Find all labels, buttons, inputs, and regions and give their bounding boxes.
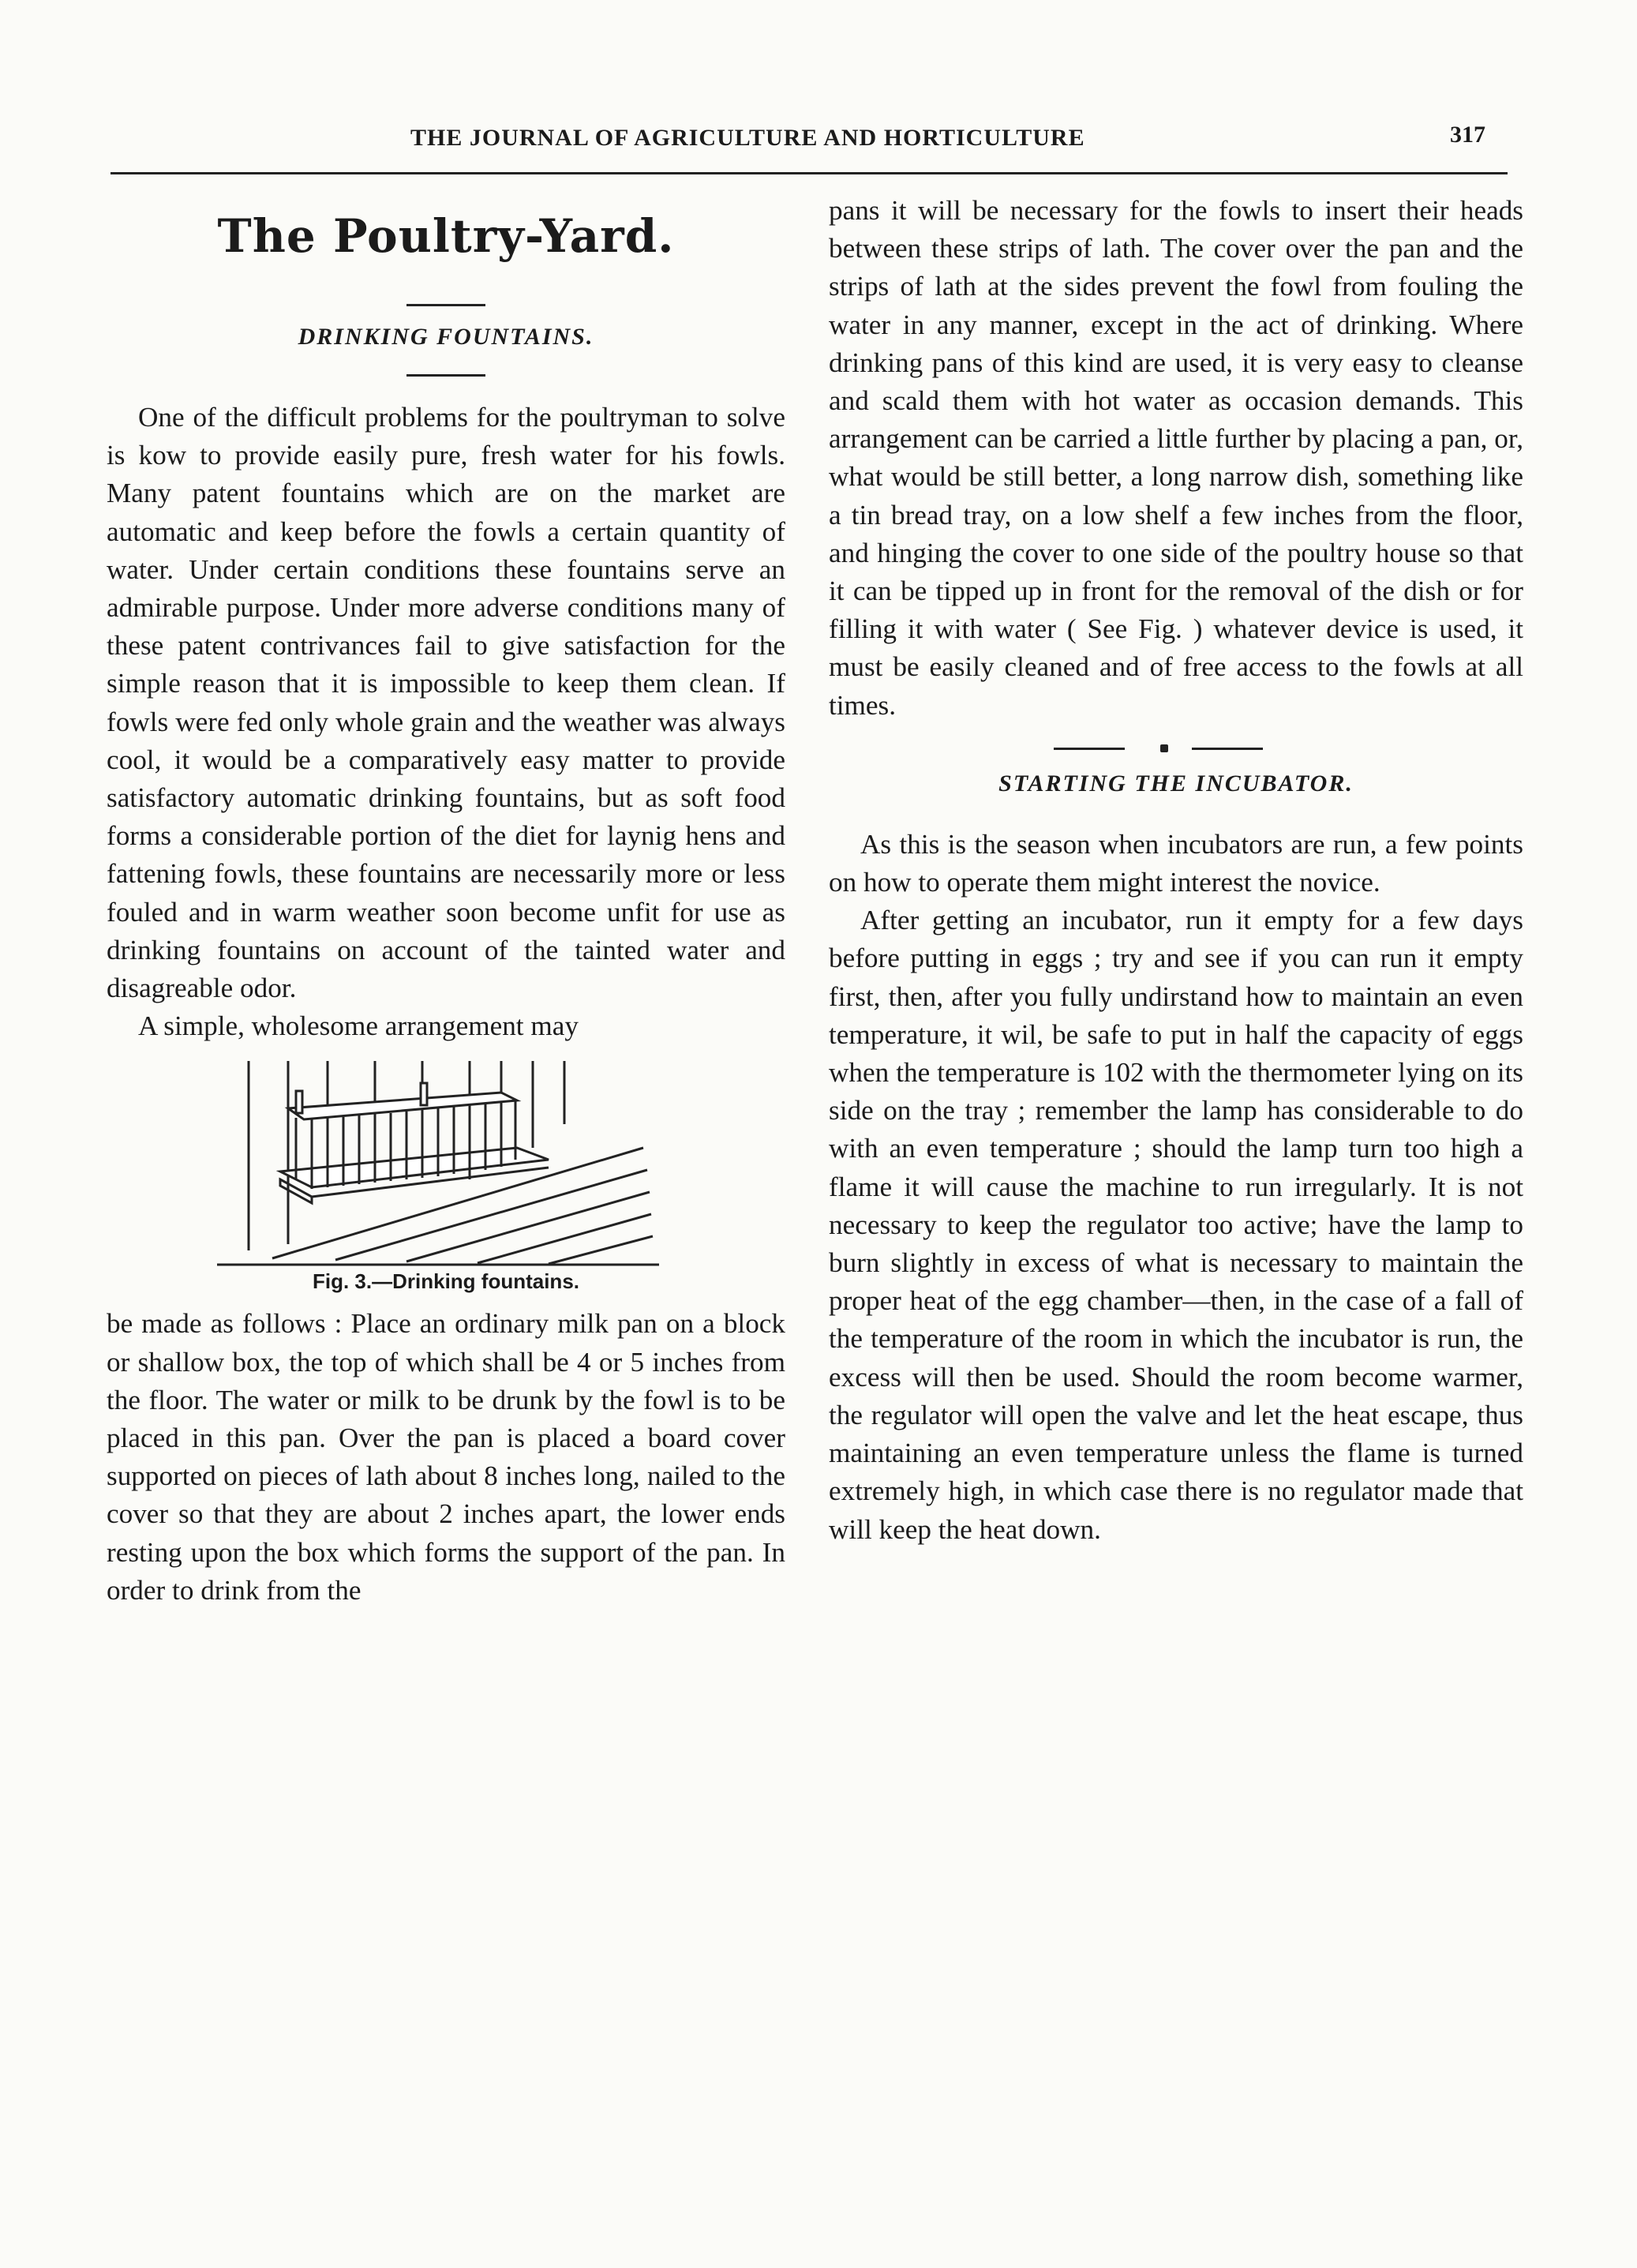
figure-caption: Fig. 3.—Drinking fountains. <box>313 1269 579 1294</box>
paragraph-incubator-2: After getting an incubator, run it empty for a few days before putting in eggs ; try and see if you can run it empty first, then, after you fully undirstand how to maintain an even temperature, it wil, be safe to put in half the capacity of eggs when the temperature is 102 with the thermometer lying on its side on the tray ; remember the lamp has considerable to do with an even temperature ; should the lamp turn too high a flame it will cause the machine to run irregularly. It is not necessary to keep the regulator too active; have the lamp to burn slightly in excess of what is necessary to maintain the proper heat of the egg chamber—then, in the case of a fall of the temperature of the room in which the incubator is run, the excess will then be used. Should the room become warmer, the regulator will open the valve and let the heat escape, thus maintaining an even temperature unless the flame is turned extremely high, in which case there is no regulator made that will keep the heat down. <box>829 905 1523 1545</box>
paragraph-incubator-1: As this is the season when incubators are run, a few points on how to operate them might interest the novice. <box>829 828 1523 898</box>
journal-title: THE JOURNAL OF AGRICULTURE AND HORTICULTURE <box>410 125 1085 151</box>
page-number: 317 <box>1450 122 1485 148</box>
header-rule <box>111 172 1508 174</box>
paragraph-fountains-2-continued: be made as follows : Place an ordinary milk pan on a block or shallow box, the top of which shall be 4 or 5 inches from the floor. The water or milk to be drunk by the fowl is to be placed in this pan. Over the pan is placed a board cover supported on pieces of lath about 8 inches long, nailed to the cover so that they are about 2 inches apart, the lower ends resting upon the box which forms the support of the pan. In order to drink from the <box>107 1308 785 1606</box>
divider-dot <box>1160 744 1168 752</box>
running-head <box>111 117 1500 164</box>
title-rule <box>406 304 485 306</box>
figure-drinking-fountains <box>107 1061 785 1294</box>
right-column <box>829 186 1523 2191</box>
section-heading-starting-incubator: STARTING THE INCUBATOR. <box>998 770 1354 797</box>
divider-line-left <box>1054 748 1125 750</box>
paragraph-fountains-2-start: A simple, wholesome arrangement may <box>138 1010 579 1042</box>
drinking-fountain-illustration <box>217 1061 659 1266</box>
paragraph-fountains-1: One of the difficult problems for the poultryman to solve is kow to provide easily pure, fresh water for his fowls. Many patent fountains which are on the market are automatic and keep before the fowls a certain quantity of water. Under certain conditions these fountains serve an admirable purpose. Under more adverse conditions many of these patent contrivances fail to give satisfaction for the simple reason that it is impossible to keep them clean. If fowls were fed only whole grain and the weather was always cool, it would be a comparatively easy matter to provide satisfactory automatic drinking fountains, but as soft food forms a considerable portion of the diet for laynig hens and fattening fowls, these fountains are necessarily more or less fouled and in warm weather soon become unfit for use as drinking fountains on account of the tainted water and disagreable odor. <box>107 402 785 1004</box>
section-divider <box>829 737 1523 759</box>
paragraph-fountains-2-end: pans it will be necessary for the fowls to insert their heads between these strips of lath. The cover over the pan and the strips of lath at the sides prevent the fowl from fouling the water in any manner, except in the act of drinking. Where drinking pans of this kind are used, it is very easy to cleanse and scald them with hot water as occasion demands. This arrangement can be carried a little further by placing a pan, or, what would be still better, a long narrow dish, something like a tin bread tray, on a low shelf a few inches from the floor, and hinging the cover to one side of the poultry house so that it can be tipped up in front for the removal of the dish or for filling it with water ( See Fig. ) whatever device is used, it must be easily cleaned and of free access to the fowls at all times. <box>829 195 1523 721</box>
left-column <box>107 186 785 2191</box>
divider-line-right <box>1192 748 1263 750</box>
department-title: The Poultry-Yard. <box>217 209 675 263</box>
section-heading-drinking-fountains: DRINKING FOUNTAINS. <box>298 324 594 350</box>
section-rule <box>406 374 485 377</box>
